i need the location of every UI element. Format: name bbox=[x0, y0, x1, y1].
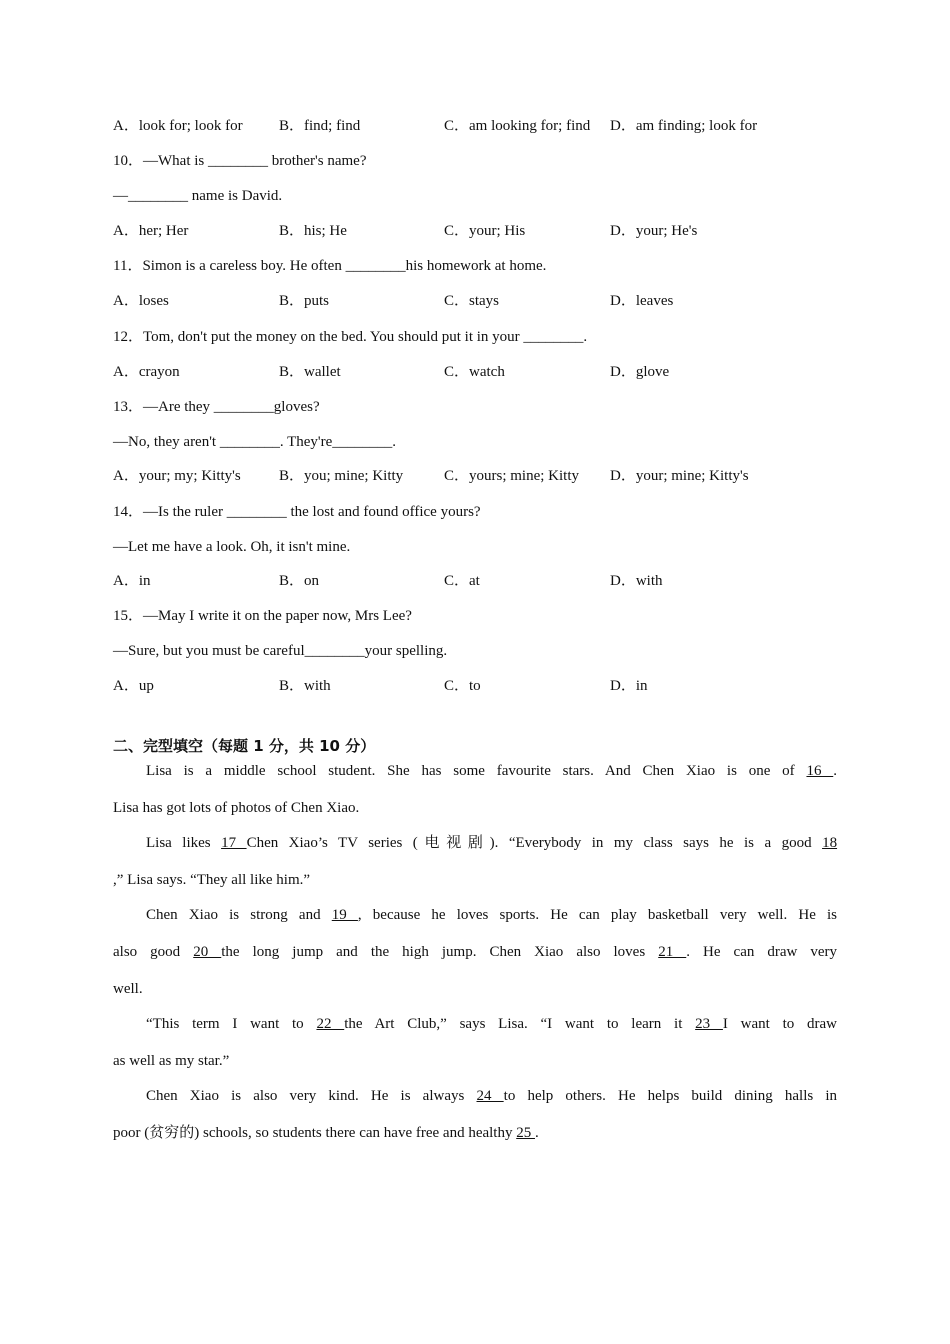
q15-reply: —Sure, but you must be careful________your spelling. bbox=[113, 643, 448, 659]
blank-24: 24 bbox=[476, 1088, 504, 1104]
q15-stem: 15．—May I write it on the paper now, Mrs Lee? bbox=[113, 608, 412, 624]
text: to help others. He helps build dining halls in bbox=[503, 1088, 838, 1104]
q9-option-d: D．am finding; look for bbox=[610, 118, 758, 134]
q14-stem: 14．—Is the ruler ________ the lost and found office yours? bbox=[113, 504, 481, 520]
blank-17: 17 bbox=[221, 835, 247, 851]
text: Lisa is a middle school student. She has some favourite stars. And Chen Xiao is one of bbox=[146, 763, 795, 779]
blank-20: 20 bbox=[193, 944, 222, 960]
text: I want to draw bbox=[722, 1016, 838, 1032]
q12-option-d: D．glove bbox=[610, 364, 670, 380]
blank-23: 23 bbox=[695, 1016, 723, 1032]
q14-reply: —Let me have a look. Oh, it isn't mine. bbox=[113, 539, 351, 555]
q10-stem: 10．—What is ________ brother's name? bbox=[113, 153, 367, 169]
cloze-paragraph-2-line-1 bbox=[113, 833, 837, 853]
text: Chen Xiao’s TV series (电视剧). “Everybody in my class says he is a good bbox=[246, 835, 812, 851]
q14-option-b: B．on bbox=[279, 573, 320, 589]
q9-option-b: B．find; find bbox=[279, 118, 361, 134]
blank-25: 25 bbox=[516, 1125, 535, 1141]
q9-option-a: A．look for; look for bbox=[113, 118, 243, 134]
text: Chen Xiao is strong and bbox=[146, 907, 321, 923]
q12-option-b: B．wallet bbox=[279, 364, 341, 380]
q12-option-a: A．crayon bbox=[113, 364, 180, 380]
q13-option-a: A．your; my; Kitty's bbox=[113, 468, 241, 484]
cloze-paragraph-3-line-3: well. bbox=[113, 981, 143, 997]
cloze-paragraph-2-line-2: ,” Lisa says. “They all like him.” bbox=[113, 872, 311, 888]
blank-22: 22 bbox=[316, 1016, 345, 1032]
cloze-paragraph-5-line-2 bbox=[113, 1123, 837, 1143]
q12-option-c: C．watch bbox=[444, 364, 505, 380]
q13-reply: —No, they aren't ________. They're________. bbox=[113, 434, 396, 450]
text: . bbox=[534, 1125, 539, 1141]
text: Lisa likes bbox=[146, 835, 211, 851]
cloze-paragraph-4-line-2: as well as my star.” bbox=[113, 1053, 230, 1069]
cloze-paragraph-4-line-1 bbox=[113, 1014, 837, 1034]
q10-option-d: D．your; He's bbox=[610, 223, 698, 239]
blank-16: 16 bbox=[806, 763, 834, 779]
q15-option-a: A．up bbox=[113, 678, 154, 694]
q10-option-a: A．her; Her bbox=[113, 223, 189, 239]
q15-option-c: C．to bbox=[444, 678, 481, 694]
q13-stem: 13．—Are they ________gloves? bbox=[113, 399, 320, 415]
text: “This term I want to bbox=[146, 1016, 304, 1032]
q12-stem: 12．Tom, don't put the money on the bed. You should put it in your ________. bbox=[113, 329, 588, 345]
q14-option-c: C．at bbox=[444, 573, 480, 589]
cloze-paragraph-1-line-2: Lisa has got lots of photos of Chen Xiao. bbox=[113, 800, 360, 816]
q11-option-c: C．stays bbox=[444, 293, 500, 309]
text: . He can draw very bbox=[686, 944, 838, 960]
cloze-paragraph-5-line-1 bbox=[113, 1086, 837, 1106]
cloze-paragraph-1-line-1: Lisa is a middle school student. She has some favourite stars. And Chen Xiao is one of 16 . bbox=[146, 763, 837, 779]
blank-18: 18 bbox=[822, 835, 838, 851]
q14-option-d: D．with bbox=[610, 573, 663, 589]
q10-option-b: B．his; He bbox=[279, 223, 347, 239]
text: the long jump and the high jump. Chen Xiao also loves bbox=[221, 944, 646, 960]
q15-option-b: B．with bbox=[279, 678, 331, 694]
q11-option-a: A．loses bbox=[113, 293, 169, 309]
q15-option-d: D．in bbox=[610, 678, 648, 694]
q9-option-c: C．am looking for; find bbox=[444, 118, 591, 134]
q11-option-d: D．leaves bbox=[610, 293, 674, 309]
q10-reply: —________ name is David. bbox=[113, 188, 283, 204]
text: also good bbox=[113, 944, 181, 960]
text: the Art Club,” says Lisa. “I want to learn it bbox=[344, 1016, 683, 1032]
section-heading: 二、完型填空（每题 1 分，共 10 分） bbox=[113, 737, 376, 755]
q14-option-a: A．in bbox=[113, 573, 151, 589]
blank-21: 21 bbox=[658, 944, 687, 960]
q11-stem: 11．Simon is a careless boy. He often ________his homework at home. bbox=[113, 258, 547, 274]
q13-option-b: B．you; mine; Kitty bbox=[279, 468, 404, 484]
text: Chen Xiao is also very kind. He is always bbox=[146, 1088, 465, 1104]
text: poor (贫穷的) schools, so students there can have free and healthy bbox=[113, 1125, 513, 1141]
cloze-paragraph-3-line-1 bbox=[113, 905, 837, 925]
q13-option-d: D．your; mine; Kitty's bbox=[610, 468, 749, 484]
text: , because he loves sports. He can play basketball very well. He is bbox=[357, 907, 838, 923]
cloze-paragraph-3-line-2 bbox=[113, 942, 837, 962]
q10-option-c: C．your; His bbox=[444, 223, 526, 239]
blank-19: 19 bbox=[331, 907, 358, 923]
q13-option-c: C．yours; mine; Kitty bbox=[444, 468, 580, 484]
q11-option-b: B．puts bbox=[279, 293, 330, 309]
